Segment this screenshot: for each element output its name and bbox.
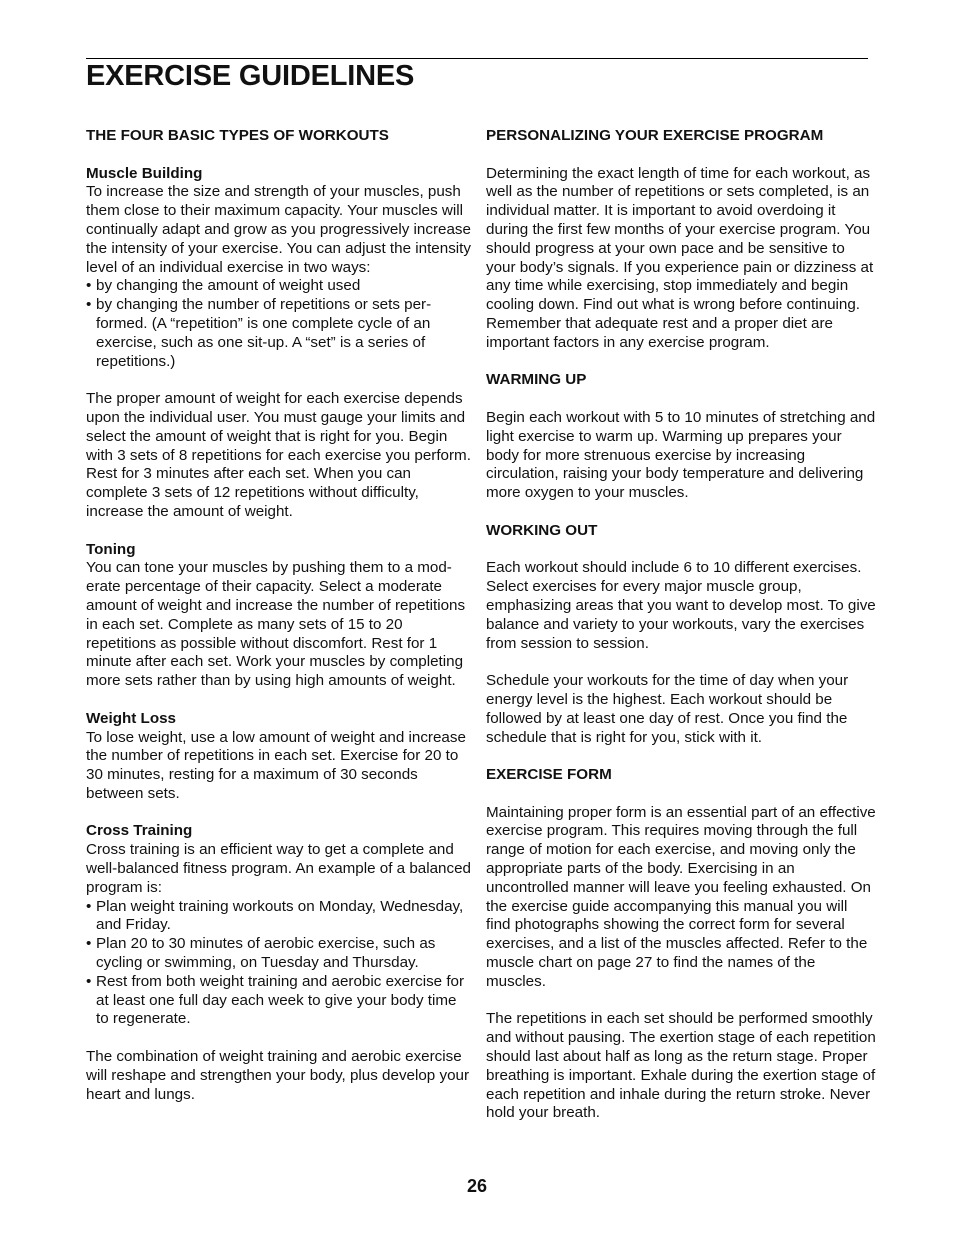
exercise-form-paragraph-1: Maintaining proper form is an essential part of an effective exercise program. This requires moving through the full range of motion for each exercise, and moving only the appropriate parts of the body. Exercising in an uncontrolled manner will leave you feeling exhausted. On the exercise guide accompanying this manual you will find photographs showing the correct form for several exercises, and a list of the muscles affected. Refer to the muscle chart on page 27 to find the names of the muscles. (486, 803, 876, 990)
working-out-paragraph-2: Schedule your workouts for the time of day when your energy level is the highest. Each workout should be followed by at least one day of rest. Once you find the schedule that is right for you, stick with it. (486, 672, 849, 746)
exercise-form-paragraph-2: The repetitions in each set should be performed smoothly and without pausing. The exertion stage of each repetition should last about half as long as the return stage. Proper breathing is important. Exhale during the exertion stage of each repetition and inhale during the return stroke. Never hold your breath. (486, 1010, 876, 1122)
list-item: • by changing the amount of weight used (86, 277, 472, 296)
list-item: • by changing the number of repetitions or sets performed. (A “repetition” is one complete cycle of an exercise, such as one sit-up. A “set” is a series of repetitions.) (86, 296, 472, 371)
muscle-building-paragraph-2: The proper amount of weight for each exercise depends upon the individual user. You must gauge your limits and select the amount of weight that is right for you. Begin with 3 sets of 8 repetitions for each exercise you perform. Rest for 3 minutes after each set. When you can complete 3 sets of 12 repetitions without difficulty, increase the amount of weight. (86, 390, 471, 520)
section-heading-working-out: WORKING OUT (486, 521, 598, 539)
list-item: • Plan weight training workouts on Monday, Wednesday, and Friday. (86, 898, 472, 936)
toning-paragraph: You can tone your muscles by pushing them to a moderate percentage of their capacity. Select a moderate amount of weight and increase the number of repetitions in each set. Complete as many sets of 15 to 20 repetitions as possible without discomfort. Rest for 1 minute after each set. Work your muscles by completing more sets rather than by using high amounts of weight. (86, 559, 466, 690)
subheading-toning: Toning (86, 540, 136, 558)
muscle-building-intro: To increase the size and strength of your muscles, push them close to their maximum capacity. Your muscles will continually adapt and grow as you progressively increase the intensity of your exercise. You can adjust the intensity level of an individual exercise in two ways: (86, 183, 471, 276)
weight-loss-paragraph: To lose weight, use a low amount of weight and increase the number of repetitions in each set. Exercise for 20 to 30 minutes, resting for a maximum of 30 seconds between sets. (86, 728, 466, 802)
cross-training-intro: Cross training is an efficient way to get a complete and well-balanced fitness program. An example of a balanced program is: (86, 841, 471, 896)
right-column (486, 127, 876, 1123)
muscle-building-list (86, 277, 472, 371)
cross-training-list (86, 898, 472, 1030)
subheading-weight-loss: Weight Loss (86, 709, 177, 727)
cross-training-paragraph-2: The combination of weight training and aerobic exercise will reshape and strengthen your body, plus develop your heart and lungs. (86, 1048, 470, 1103)
section-heading-workout-types: THE FOUR BASIC TYPES OF WORKOUTS (86, 127, 389, 144)
list-item: • Plan 20 to 30 minutes of aerobic exercise, such as cycling or swimming, on Tuesday and Thursday. (86, 935, 472, 973)
personalizing-paragraph: Determining the exact length of time for each workout, as well as the number of repetitions or sets completed, is an individual matter. It is important to avoid overdoing it during the first few months of your exercise program. You should progress at your own pace and be sensitive to your body’s signals. If you experience pain or dizziness at any time while exercising, stop immediately and begin cooling down. Find out what is wrong before continuing. Remember that adequate rest and a proper diet are important factors in any exercise program. (486, 164, 874, 351)
warming-up-paragraph: Begin each workout with 5 to 10 minutes of stretching and light exercise to warm up. Warming up prepares your body for more strenuous exercise by increasing circulation, raising your body temperature and delivering more oxygen to your muscles. (486, 408, 876, 502)
list-item: • Rest from both weight training and aerobic exercise for at least one full day each week to give your body time to regenerate. (86, 973, 472, 1029)
section-heading-warming-up: WARMING UP (486, 371, 587, 389)
section-heading-exercise-form: EXERCISE FORM (486, 766, 612, 784)
page-number: 26 (466, 1176, 488, 1196)
working-out-paragraph-1: Each workout should include 6 to 10 different exercises. Select exercises for every major muscle group, emphasizing areas that you want to develop most. To give balance and variety to your workouts, vary the exercises from session to session. (486, 559, 876, 652)
page-title: EXERCISE GUIDELINES (86, 60, 415, 92)
left-column (86, 127, 472, 1104)
section-heading-personalizing: PERSONALIZING YOUR EXERCISE PROGRAM (486, 127, 824, 144)
subheading-cross-training: Cross Training (86, 822, 193, 840)
subheading-muscle-building: Muscle Building (86, 164, 203, 182)
